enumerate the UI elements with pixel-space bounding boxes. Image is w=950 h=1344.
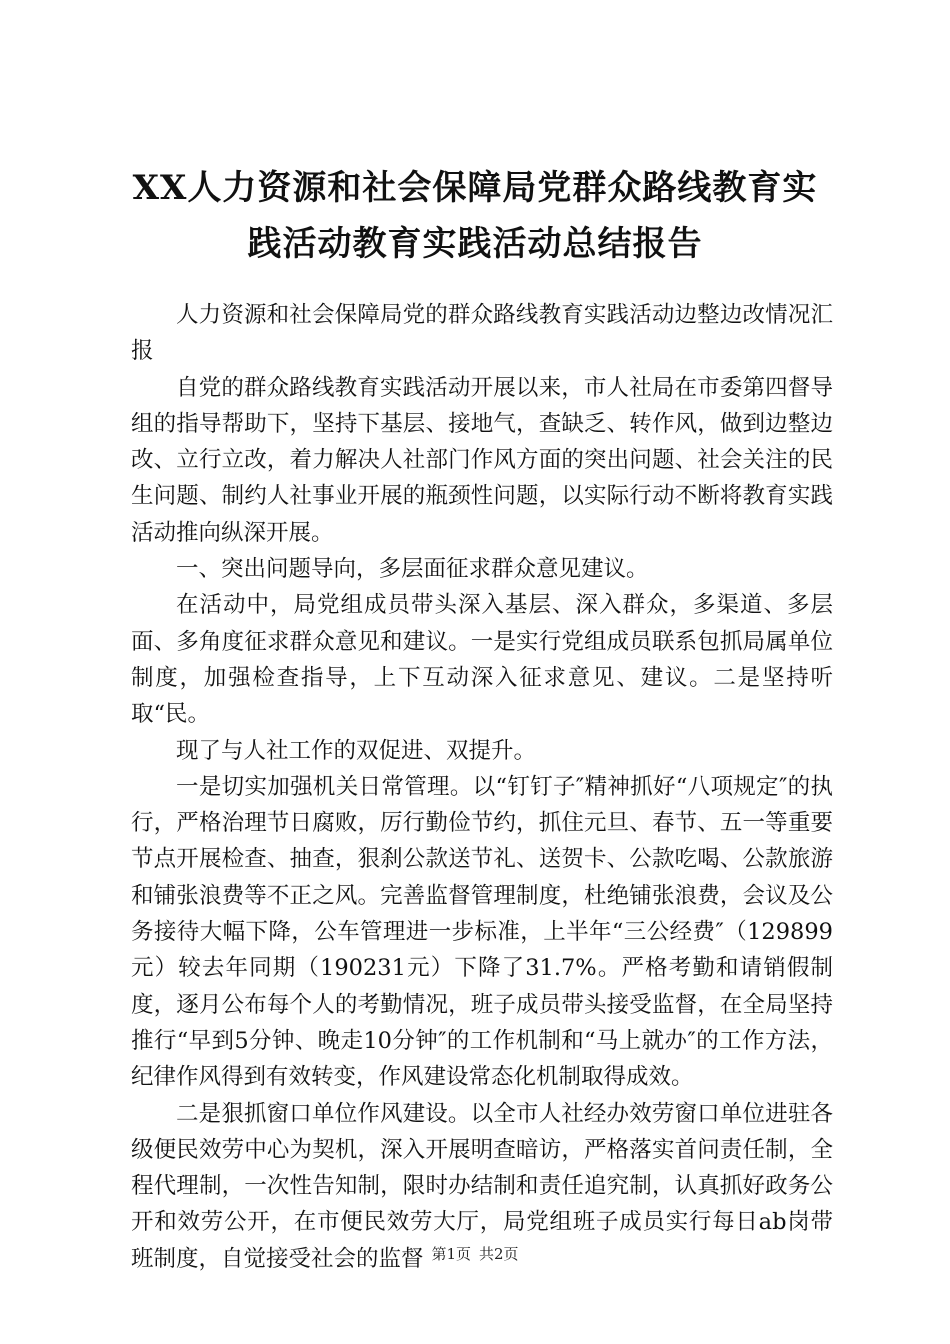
document-title (100, 160, 850, 272)
paragraph-5: 现了与人社工作的双促进、双提升。 (176, 737, 537, 764)
paragraph-4: 在活动中，局党组成员带头深入基层、深入群众，多渠道、多层面、多角度征求群众意见和建议。一是实行党组成员联系包抓局属单位制度，加强检查指导，上下互动深入征求意见、建议。二是坚持听取“民。 (131, 592, 833, 728)
paragraph-2: 自党的群众路线教育实践活动开展以来，市人社局在市委第四督导组的指导帮助下，坚持下基层、接地气，查缺乏、转作风，做到边整边改、立行立改，着力解决人社部门作风方面的突出问题、社会关注的民生问题、制约人社事业开展的瓶颈性问题，以实际行动不断将教育实践活动推向纵深开展。 (131, 374, 833, 546)
title-line-2: 践活动教育实践活动总结报告 (247, 224, 703, 264)
page-total: 共2页 (479, 1245, 519, 1263)
title-line-1: XX人力资源和社会保障局党群众路线教育实 (132, 168, 818, 208)
paragraph-7: 二是狠抓窗口单位作风建设。以全市人社经办效劳窗口单位进驻各级便民效劳中心为契机，深入开展明查暗访，严格落实首问责任制，全程代理制，一次性告知制，限时办结制和责任追究制，认真抓好政务公开和效劳公开，在市便民效劳大厅，局党组班子成员实行每日ab岗带班制度，自觉接受社会的监督 (131, 1100, 833, 1272)
document-body (131, 297, 833, 1277)
paragraph-3: 一、突出问题导向，多层面征求群众意见建议。 (176, 556, 649, 583)
page-number: 第1页 (431, 1245, 471, 1263)
paragraph-1: 人力资源和社会保障局党的群众路线教育实践活动边整边改情况汇报 (131, 302, 833, 365)
paragraph-6: 一是切实加强机关日常管理。以“钉钉子″精神抓好“八项规定″的执行，严格治理节日腐败，厉行勤俭节约，抓住元旦、春节、五一等重要节点开展检查、抽查，狠刹公款送节礼、送贺卡、公款吃喝、公款旅游和铺张浪费等不正之风。完善监督管理制度，杜绝铺张浪费，会议及公务接待大幅下降，公车管理进一步标准，上半年“三公经费″（129899元）较去年同期（190231元）下降了31.7%。严格考勤和请销假制度，逐月公布每个人的考勤情况，班子成员带头接受监督，在全局坚持推行“早到5分钟、晚走10分钟″的工作机制和“马上就办″的工作方法，纪律作风得到有效转变，作风建设常态化机制取得成效。 (131, 773, 833, 1091)
page-footer (0, 1244, 950, 1264)
